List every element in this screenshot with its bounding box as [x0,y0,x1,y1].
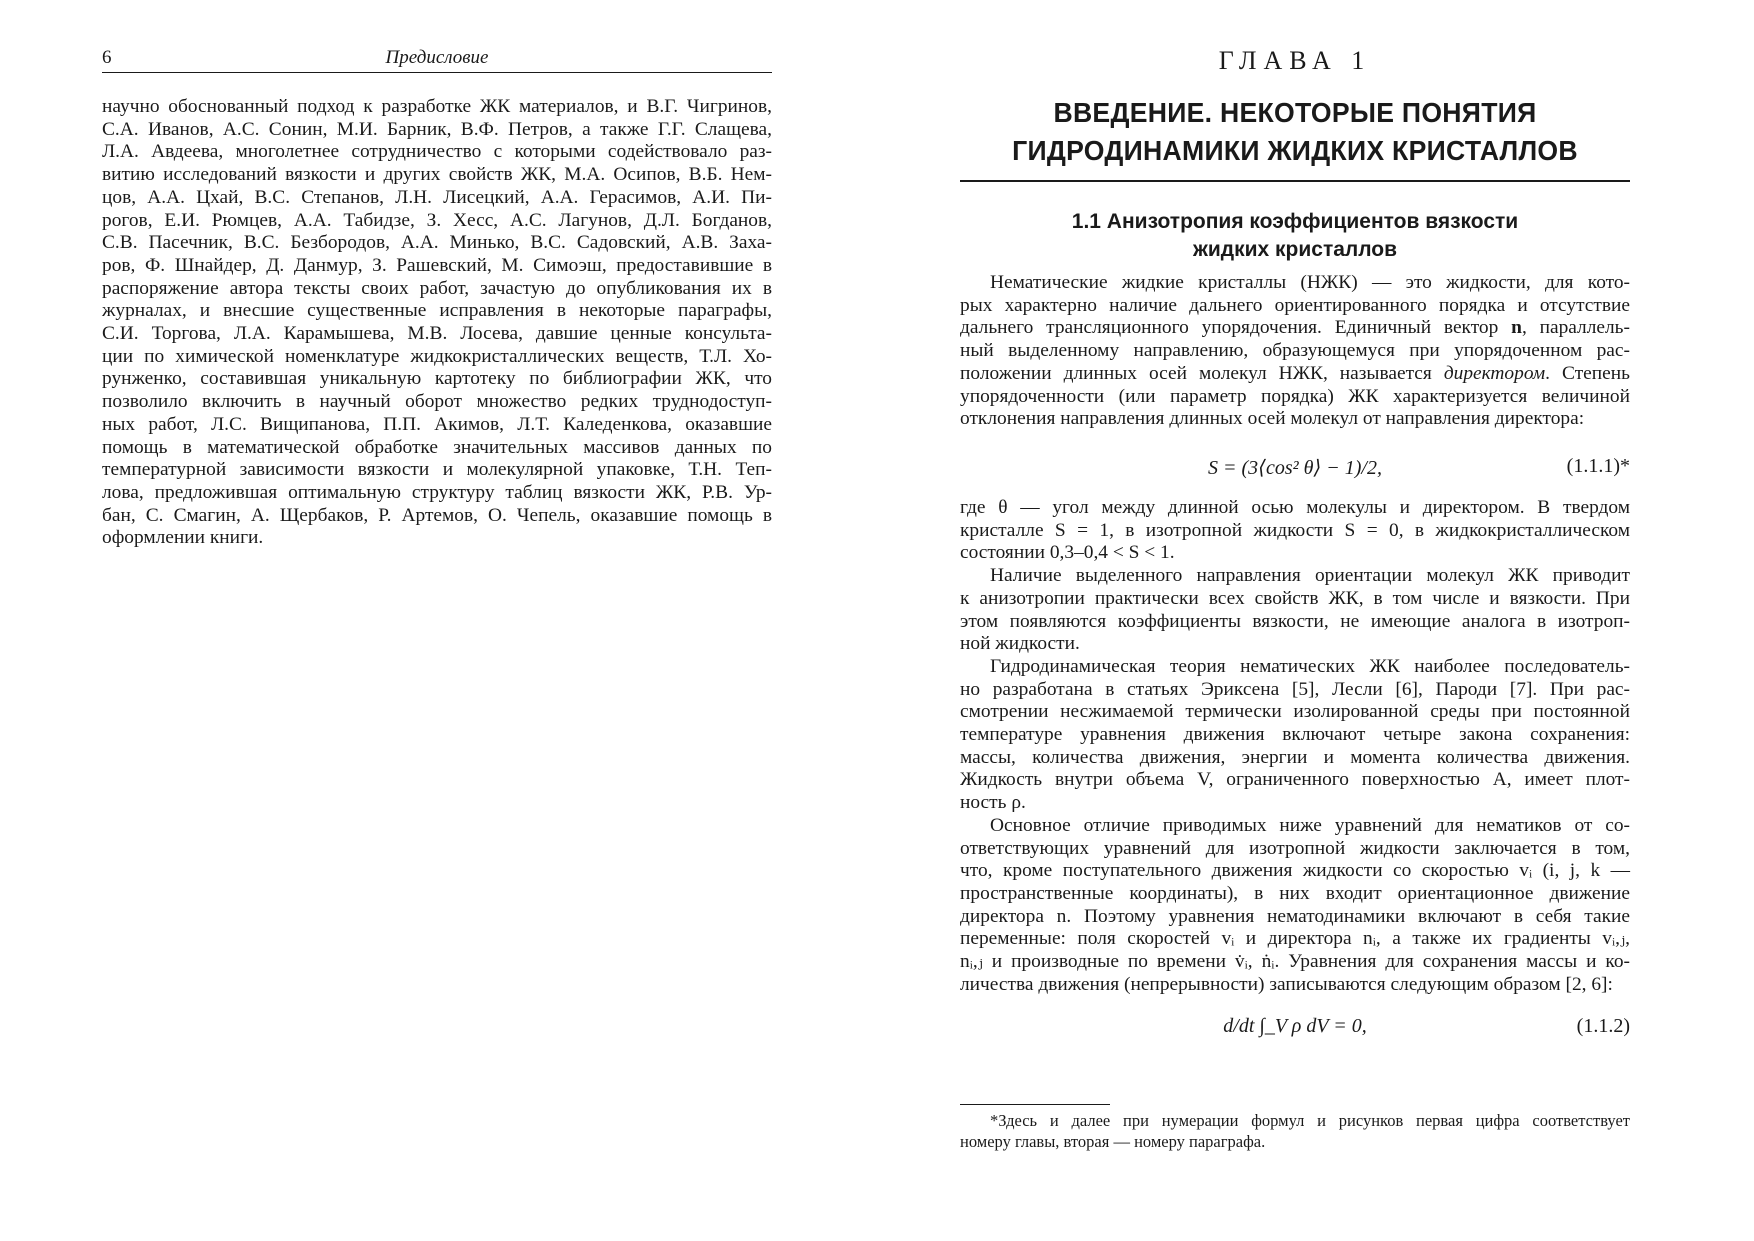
text-line: этом появляются коэффициенты вязкости, не имеющие аналога в изотроп- [960,610,1630,632]
text-line: ных работ, Л.С. Вищипанова, П.П. Акимов, Л.Т. Каледенкова, оказавшие [102,413,772,435]
text-line: кристалле S = 1, в изотропной жидкости S = 0, в жидкокристаллическом [960,519,1630,541]
text-line: помощь в математической обработке значительных массивов данных по [102,436,772,458]
equation-formula: d/dt ∫_V ρ dV = 0, [1223,1015,1367,1037]
text-line: журналах, и внесшие существенные исправления в некоторые параграфы, [102,300,772,322]
text-line: ответствующих уравнений для изотропной жидкости заключается в том, [960,837,1630,859]
text-line: пространственные координаты), в них входит ориентационное движение [960,882,1630,904]
chapter-rule [960,180,1630,182]
text-line: личества движения (непрерывности) записываются следующим образом [2, 6]: [960,973,1613,995]
text-line: состоянии 0,3–0,4 < S < 1. [960,542,1175,564]
text-line: ров, Ф. Шнайдер, Д. Данмур, З. Рашевский, М. Симоэш, предоставившие в [102,254,772,276]
text-line: Жидкость внутри объема V, ограниченного поверхностью A, имеет плот- [960,769,1630,791]
text-line: массы, количества движения, энергии и момента количества движения. [960,746,1630,768]
chapter-label: ГЛАВА 1 [1218,46,1372,75]
section-title-line-1: 1.1 Анизотропия коэффициентов вязкости [1071,210,1519,233]
text-line: распоряжение автора тексты своих работ, зачастую до опубликования их в [102,277,772,299]
text-line: ной жидкости. [960,633,1080,655]
text-line: рых характерно наличие дальнего ориентированного порядка и отсутствие [960,294,1630,316]
text-line: что, кроме поступательного движения жидкости со скоростью vᵢ (i, j, k — [960,860,1630,882]
equation-number: (1.1.2) [1576,1015,1630,1037]
text-line: температурной зависимости вязкости и молекулярной упаковке, Т.Н. Теп- [102,459,772,481]
text-line: директора n. Поэтому уравнения нематодинамики включают в себя такие [960,905,1630,927]
text-line: позволило включить в научный оборот множество редких труднодоступ- [102,391,772,413]
text-line: переменные: поля скоростей vᵢ и директора nᵢ, а также их градиенты vᵢ,ⱼ, [960,928,1630,950]
text-fragment: положении длинных осей молекул НЖК, называется [960,362,1432,384]
equation-1-1-2 [960,1015,1630,1045]
text-line: ный выделенному направлению, образующемуся при упорядоченном рас- [960,340,1630,362]
term-director: директором [1443,362,1546,384]
text-line: бан, С. Смагин, А. Щербаков, Р. Артемов, О. Чепель, оказавшие помощь в [102,504,772,526]
page-number: 6 [102,47,112,68]
chapter-title-line-1: ВВЕДЕНИЕ. НЕКОТОРЫЕ ПОНЯТИЯ [1053,97,1537,128]
equation-number: (1.1.1)* [1566,455,1630,477]
text-line: научно обоснованный подход к разработке ЖК материалов, и В.Г. Чигринов, [102,96,772,117]
footnote [960,1110,1630,1152]
vector-n: n [1511,317,1522,339]
text-fragment: выделенному направлению, образующемуся при упорядоченном рас- [1008,340,1630,362]
text-line: отклонения направления длинных осей молекул от направления директора: [960,408,1585,430]
text-fragment: . Степень [1545,362,1630,384]
section-title [960,208,1630,264]
main-paragraphs [960,497,1630,996]
running-head-left [102,46,772,73]
section-title-line-2: жидких кристаллов [1192,238,1398,261]
text-line: витию исследований вязкости и других свойств ЖК, М.А. Осипов, В.Б. Нем- [102,164,772,186]
text-line: Гидродинамическая теория нематических ЖК наиболее последователь- [990,655,1630,677]
chapter-title-line-2: ГИДРОДИНАМИКИ ЖИДКИХ КРИСТАЛЛОВ [1012,135,1578,166]
text-line: к анизотропии практически всех свойств ЖК, в том числе и вязкости. При [960,587,1630,609]
text-line: цов, А.А. Цхай, В.С. Степанов, Л.Н. Лисецкий, А.А. Герасимов, А.И. Пи- [102,186,772,208]
text-line: Наличие выделенного направления ориентации молекул ЖК приводит [990,565,1630,587]
text-line: рунженко, составившая уникальную картотеку по библиографии ЖК, что [102,368,772,390]
footnote-rule [960,1104,1110,1105]
equation-1-1-1 [960,455,1630,485]
chapter-title [977,94,1614,170]
text-line [960,363,1630,386]
text-line: С.В. Пасечник, В.С. Безбородов, А.А. Минько, В.С. Садовский, А.В. Заха- [102,232,772,254]
text-line: С.И. Торгова, Л.А. Карамышева, М.В. Лосева, давшие ценные консульта- [102,323,772,345]
text-line: рогов, Е.И. Рюмцев, А.А. Табидзе, З. Хесс, А.С. Лагунов, Д.Л. Богданов, [102,209,772,231]
text-line: Л.А. Авдеева, многолетнее сотрудничество с которыми содействовало раз- [102,141,772,163]
text-line: Основное отличие приводимых ниже уравнений для нематиков от со- [990,814,1630,836]
left-page [102,0,772,1241]
text-line: оформлении книги. [102,527,264,549]
running-title: Предисловие [385,47,489,68]
footnote-line: номеру главы, вторая — номеру параграфа. [960,1132,1266,1151]
text-line: nᵢ,ⱼ и производные по времени v̇ᵢ, ṅᵢ. Уравнения для сохранения массы и ко- [960,951,1630,973]
text-line [960,317,1630,340]
text-line: смотрении несжимаемой термически изолированной среды при постоянной [960,701,1630,723]
text-line: ции по химической номенклатуре жидкокристаллических веществ, Т.Л. Хо- [102,345,772,367]
text-fragment: , параллель- [1521,317,1630,339]
text-line: Нематические жидкие кристаллы (НЖК) — это жидкости, для кото- [990,272,1630,293]
text-line: температуре уравнения движения включают четыре закона сохранения: [960,724,1630,746]
text-line: где θ — угол между длинной осью молекулы и директором. В твердом [960,497,1630,518]
equation-formula: S = (3⟨cos² θ⟩ − 1)/2, [1208,457,1382,479]
preface-paragraph [102,96,772,550]
intro-paragraph [960,272,1630,431]
text-line: ность ρ. [960,792,1026,814]
text-fragment: дальнего трансляционного упорядочения. Единичный вектор [960,317,1499,339]
text-line: но разработана в статьях Эриксена [5], Лесли [6], Пароди [7]. При рас- [960,678,1630,700]
right-page [960,0,1630,1241]
text-line: упорядоченности (или параметр порядка) ЖК характеризуется величиной [960,385,1630,407]
footnote-line: *Здесь и далее при нумерации формул и рисунков первая цифра соответствует [990,1111,1630,1130]
text-line: С.А. Иванов, А.С. Сонин, М.И. Барник, В.Ф. Петров, а также Г.Г. Слащева, [102,118,772,140]
text-line: лова, предложившая оптимальную структуру таблиц вязкости ЖК, Р.В. Ур- [102,481,772,503]
